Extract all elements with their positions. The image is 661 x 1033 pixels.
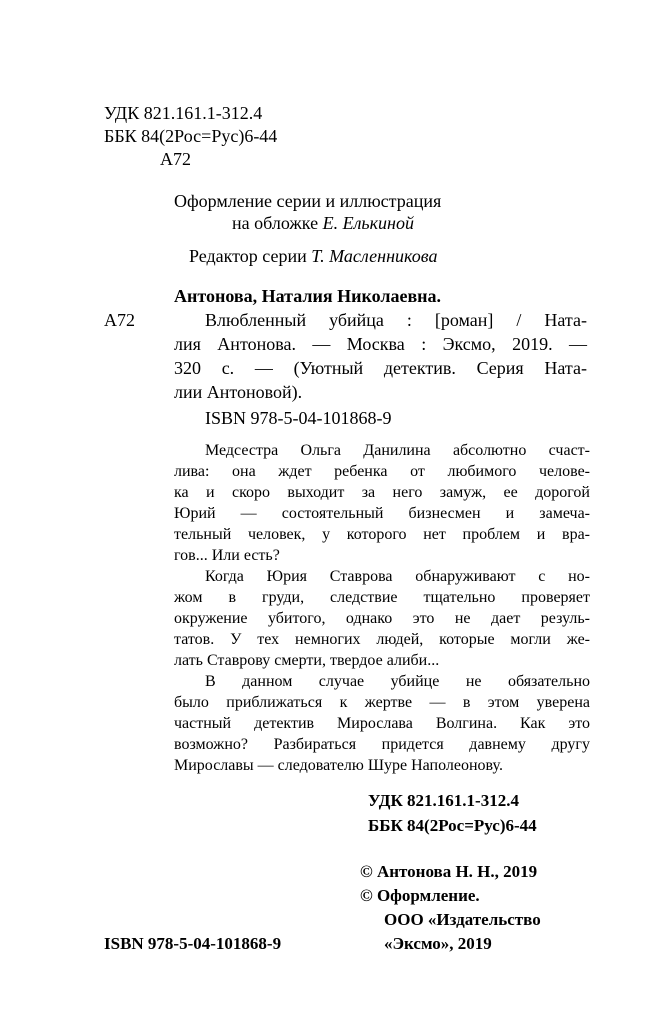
annotation-p1-l2: лива: она ждет ребенка от любимого челове- — [174, 463, 590, 480]
annotation-p1-l1: Медсестра Ольга Данилина абсолютно счаст- — [205, 442, 590, 459]
author-mark-biblio: А72 — [104, 310, 135, 330]
annotation-p2-l5: лать Ставрову смерти, твердое алиби... — [174, 652, 440, 669]
isbn-biblio: ISBN 978-5-04-101868-9 — [205, 408, 392, 428]
biblio-line-3: 320 с. — (Уютный детектив. Серия Ната- — [174, 358, 587, 378]
bbk-top: ББК 84(2Рос=Рус)6-44 — [104, 126, 278, 146]
annotation-p2-l2: жом в груди, следствие тщательно проверяет — [174, 589, 590, 606]
copyright-publisher-1: ООО «Издательство — [384, 910, 541, 929]
biblio-line-2: лия Антонова. — Москва : Эксмо, 2019. — — [174, 334, 587, 354]
editor-name: Т. Масленникова — [311, 246, 438, 266]
annotation-p1-l5: тельный человек, у которого нет проблем и вра- — [174, 526, 590, 543]
annotation-p1-l4: Юрий — состоятельный бизнесмен и замеча- — [174, 505, 590, 522]
author-mark-top: А72 — [160, 149, 191, 169]
udk-top: УДК 821.161.1-312.4 — [104, 103, 263, 123]
design-credit-line1: Оформление серии и иллюстрация — [174, 191, 442, 211]
copyright-design: © Оформление. — [360, 886, 480, 905]
copyright-author: © Антонова Н. Н., 2019 — [360, 862, 538, 881]
editor-prefix: Редактор серии — [189, 246, 307, 266]
annotation-p2-l1: Когда Юрия Ставрова обнаруживают с но- — [205, 568, 590, 585]
design-credit-line2 — [232, 213, 414, 234]
series-editor — [189, 246, 437, 267]
udk-bottom: УДК 821.161.1-312.4 — [368, 791, 519, 810]
biblio-line-1: Влюбленный убийца : [роман] / Ната- — [205, 310, 587, 330]
annotation-p3-l1: В данном случае убийце не обязательно — [205, 673, 590, 690]
design-credit-prefix: на обложке — [232, 213, 319, 233]
copyright-publisher-2: «Эксмо», 2019 — [384, 934, 492, 953]
annotation-p2-l3: окружение убитого, однако это не дает резуль- — [174, 610, 590, 627]
annotation-p3-l5: Мирославы — следователю Шуре Наполеонову. — [174, 757, 503, 774]
annotation-p2-l4: татов. У тех немногих людей, которые могли же- — [174, 631, 590, 648]
isbn-bottom: ISBN 978-5-04-101868-9 — [104, 934, 282, 953]
annotation-p1-l3: ка и скоро выходит за него замуж, ее дорогой — [174, 484, 590, 501]
author-heading: Антонова, Наталия Николаевна. — [174, 286, 442, 306]
bbk-bottom: ББК 84(2Рос=Рус)6-44 — [368, 816, 537, 835]
design-artist: Е. Елькиной — [322, 213, 414, 233]
annotation-p3-l4: возможно? Разбираться придется давнему другу — [174, 736, 590, 753]
annotation-p1-l6: гов... Или есть? — [174, 547, 280, 564]
annotation-p3-l2: было приближаться к жертве — в этом уверена — [174, 694, 590, 711]
annotation-p3-l3: частный детектив Мирослава Волгина. Как это — [174, 715, 590, 732]
biblio-line-4: лии Антоновой). — [174, 382, 303, 402]
